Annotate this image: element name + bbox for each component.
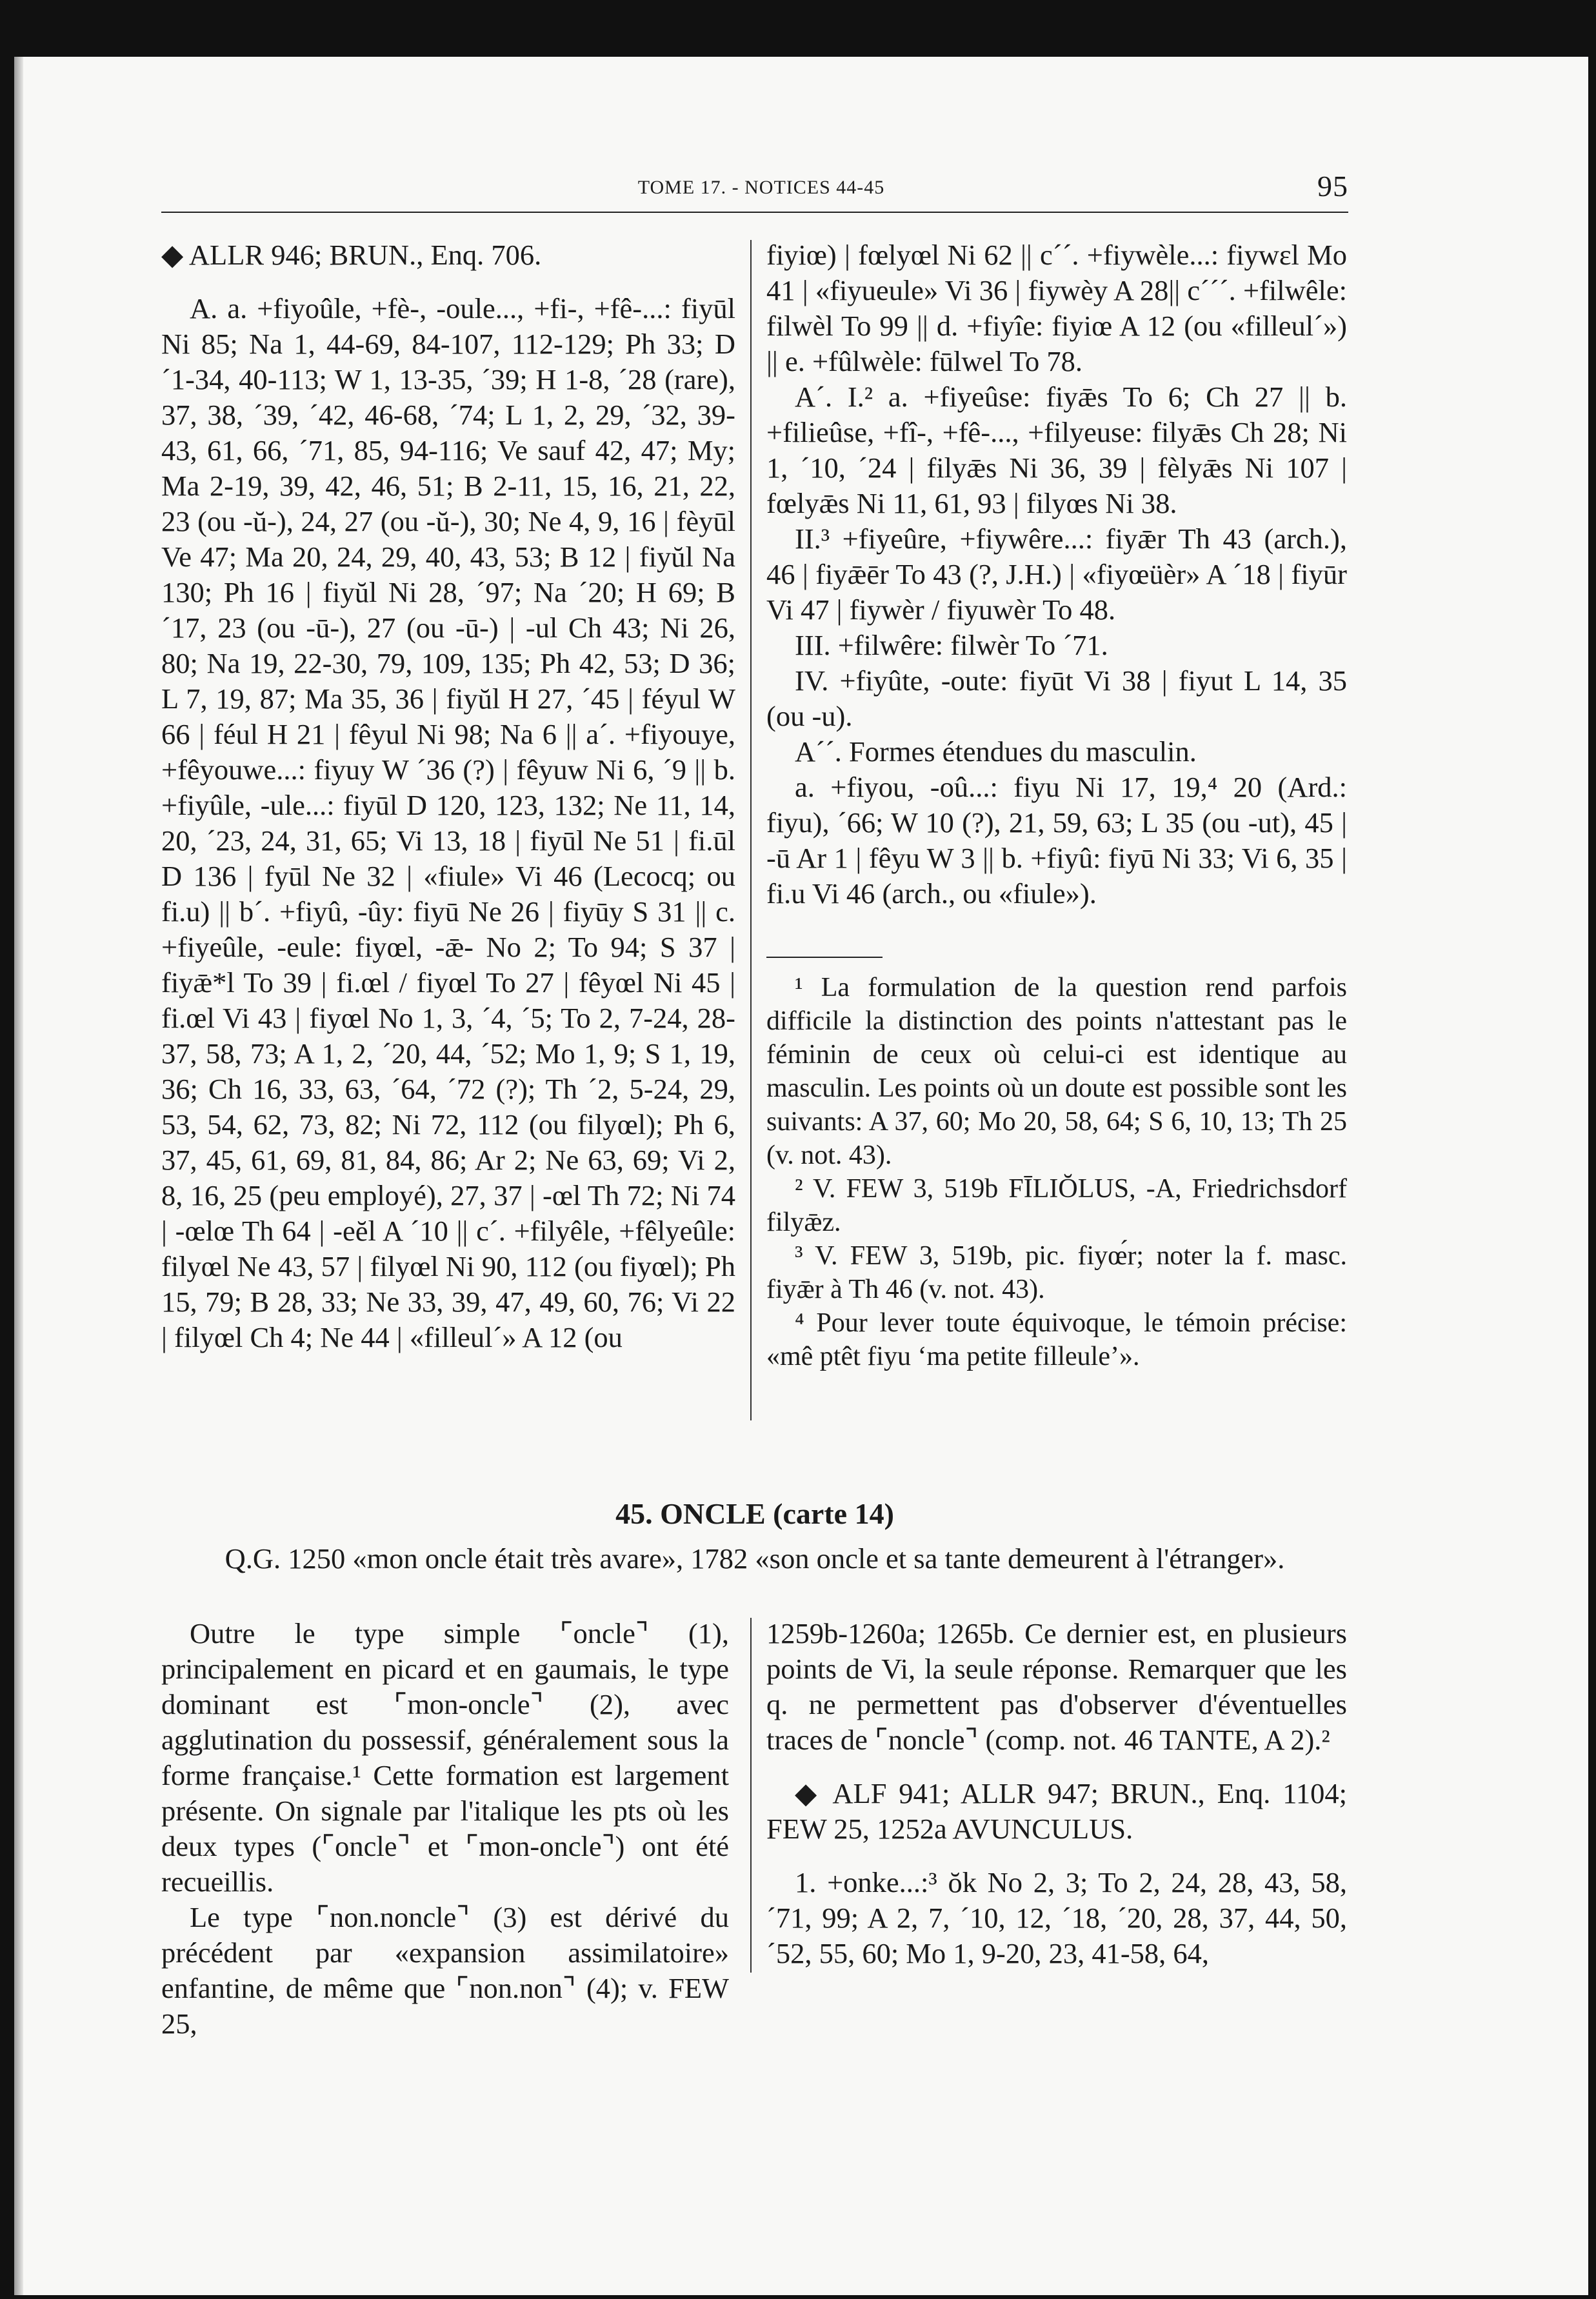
right-paragraph: A´´. Formes étendues du masculin. [795, 735, 1197, 768]
page-number: 95 [1317, 170, 1348, 203]
running-header [174, 169, 1348, 205]
section-right-column [766, 1616, 1347, 1971]
right-paragraph: IV. +fiyûte, -oute: fiyūt Vi 38 | fiyut L 14, 35 (ou -u). [766, 664, 1347, 732]
left-paragraph: A. a. +fiyoûle, +fè-, -oule..., +fi-, +fê-...: fiyūl Ni 85; Na 1, 44-69, 84-107, 112-129; Ph 33; D ´1-34, 40-113; W 1, 13-35, ´39; H 1-8, ´28 (rare), 37, 38, ´39, ´42, 46-68, ´74; L 1, 2, 29, ´32, 39-43, 61, 66, ´71, 85, 94-116; Ve sauf 42, 47; My; Ma 2-19, 39, 42, 46, 51; B 2-11, 15, 16, 21, 22, 23 (ou -ŭ-), 24, 27 (ou -ŭ-), 30; Ne 4, 9, 16 | fèyūl Ve 47; Ma 20, 24, 29, 40, 43, 53; B 12 | fiyŭl Na 130; Ph 16 | fiyŭl Ni 28, ´97; Na ´20; H 69; B ´17, 23 (ou -ū-), 27 (ou -ū-) | -ul Ch 43; Ni 26, 80; Na 19, 22-30, 79, 109, 135; Ph 42, 53; D 36; L 7, 19, 87; Ma 35, 36 | fiyŭl H 27, ´45 | féyul W 66 | féul H 21 | fêyul Ni 98; Na 6 || a´. +fiyouye, +fêyouwe...: fiyuy W ´36 (?) | fêyuw Ni 6, ´9 || b. +fiyûle, -ule...: fiyūl D 120, 123, 132; Ne 11, 14, 20, ´23, 24, 31, 65; Vi 13, 18 | fiyūl Ne 51 | fi.ūl D 136 | fyūl Ne 32 | «fiule» Vi 46 (Lecocq; ou fi.u) || b´. +fiyû, -ûy: fiyū Ne 26 | fiyūy S 31 || c. +fiyeûle, -eule: fiyœl, -ǣ- No 2; To 94; S 37 | fiyǣ*l To 39 | fi.œl / fiyœl To 27 | fêyœl Ni 45 | fi.œl Vi 43 | fiyœl No 1, 3, ´4, ´5; To 2, 7-24, 28-37, 58, 73; A 1, 2, ´20, 44, ´52; Mo 1, 9; S 1, 19, 36; Ch 16, 33, 63, ´64, ´72 (?); Th ´2, 5-24, 29, 53, 54, 62, 73, 82; Ni 72, 112 (ou filyœl); Ph 6, 37, 45, 61, 69, 81, 84, 86; Ar 2; Ne 63, 69; Vi 2, 8, 16, 25 (peu employé), 27, 37 | -œl Th 72; Ni 74 | -œlœ Th 64 | -eĕl A ´10 || c´. +filyêle, +fêlyeûle: filyœl Ne 43, 57 | filyœl Ni 90, 112 (ou fiyœl); Ph 15, 79; B 28, 33; Ne 33, 39, 47, 49, 60, 76; Vi 22 | filyœl Ch 4; Ne 44 | «filleul´» A 12 (ou [161, 292, 735, 1353]
footnote: ¹ La formulation de la question rend parfois difficile la distinction des points n'attestant pas le féminin de ceux où celui-ci est identique au masculin. Les points où un doute est possible sont les suivants: A 37, 60; Mo 20, 58, 64; S 6, 10, 13; Th 25 (v. not. 43). [766, 973, 1347, 1170]
left-paragraph: ◆ ALLR 946; BRUN., Enq. 706. [161, 239, 542, 271]
section-title: 45. ONCLE (carte 14) [615, 1497, 894, 1530]
section-right-paragraph: ◆ ALF 941; ALLR 947; BRUN., Enq. 1104; FEW 25, 1252a AVUNCULUS. [766, 1777, 1347, 1845]
footnote: ³ V. FEW 3, 519b, pic. fiyœ́r; noter la f. masc. fiyǣr à Th 46 (v. not. 43). [766, 1241, 1347, 1304]
section-left-paragraph: Le type ⌜non.noncle⌝ (3) est dérivé du précédent par «expansion assimilatoire» enfantine, de même que ⌜non.non⌝ (4); v. FEW 25, [161, 1901, 729, 2040]
section-column-divider [750, 1618, 752, 1973]
footnote-rule [766, 957, 883, 958]
right-paragraph: II.³ +fiyeûre, +fiywêre...: fiyǣr Th 43 (arch.), 46 | fiyǣēr To 43 (?, J.H.) | «fiyœüèr» A ´18 | fiyūr Vi 47 | fiywèr / fiyuwèr To 48. [766, 522, 1347, 626]
right-paragraph: A´. I.² a. +fiyeûse: fiyǣs To 6; Ch 27 || b. +filieûse, +fî-, +fê-..., +filyeuse: filyǣs Ch 28; Ni 1, ´10, ´24 | filyǣs Ni 36, 39 | fèlyǣs Ni 107 | fœlyǣs Ni 11, 61, 93 | filyœs Ni 38. [766, 381, 1347, 519]
column-divider [750, 240, 752, 1420]
right-paragraph: III. +filwêre: filwèr To ´71. [795, 629, 1108, 661]
right-paragraph: a. +fiyou, -oû...: fiyu Ni 17, 19,⁴ 20 (Ard.: fiyu), ´66; W 10 (?), 21, 59, 63; L 35 (ou -ut), 45 | -ū Ar 1 | fêyu W 3 || b. +fiyû: fiyū Ni 33; Vi 6, 35 | fi.u Vi 46 (arch., ou «fiule»). [766, 771, 1347, 910]
right-paragraph: fiyiœ) | fœlyœl Ni 62 || c´´. +fiywèle...: fiywɛl Mo 41 | «fiyueule» Vi 36 | fiywèy A 28|| c´´´. +filwêle: filwèl To 99 || d. +fiyîe: fiyiœ A 12 (ou «filleul´») || e. +fûlwèle: fūlwel To 78. [766, 239, 1347, 377]
section-right-paragraph: 1259b-1260a; 1265b. Ce dernier est, en plusieurs points de Vi, la seule réponse. Remarquer que les q. ne permettent pas d'observer d'éventuelles traces de ⌜noncle⌝ (comp. not. 46 TANTE, A 2).² [766, 1617, 1347, 1756]
footnote: ⁴ Pour lever toute équivoque, le témoin précise: «mê ptêt fiyu ‘ma petite filleule’». [766, 1308, 1347, 1371]
header-rule [161, 212, 1348, 213]
footnote: ² V. FEW 3, 519b FĪLIŎLUS, -A, Friedrichsdorf filyǣz. [766, 1174, 1347, 1237]
right-column [766, 237, 1347, 1373]
section-right-paragraph: 1. +onke...:³ ŏk No 2, 3; To 2, 24, 28, 43, 58, ´71, 99; A 2, 7, ´10, 12, ´18, ´20, 28, 37, 44, 50, ´52, 55, 60; Mo 1, 9-20, 23, 41-58, 64, [766, 1866, 1347, 1969]
gutter-shadow [14, 57, 23, 2295]
left-column [161, 237, 735, 1355]
section-left-column [161, 1616, 729, 2042]
section-question: Q.G. 1250 «mon oncle était très avare», 1782 «son oncle et sa tante demeurent à l'étranger». [224, 1542, 1285, 1575]
section-left-paragraph: Outre le type simple ⌜oncle⌝ (1), principalement en picard et en gaumais, le type dominant est ⌜mon-oncle⌝ (2), avec agglutination du possessif, généralement sous la forme française.¹ Cette formation est largement présente. On signale par l'italique les pts où les deux types (⌜oncle⌝ et ⌜mon-oncle⌝) ont été recueillis. [161, 1617, 729, 1898]
running-title: TOME 17. - NOTICES 44-45 [637, 177, 885, 198]
